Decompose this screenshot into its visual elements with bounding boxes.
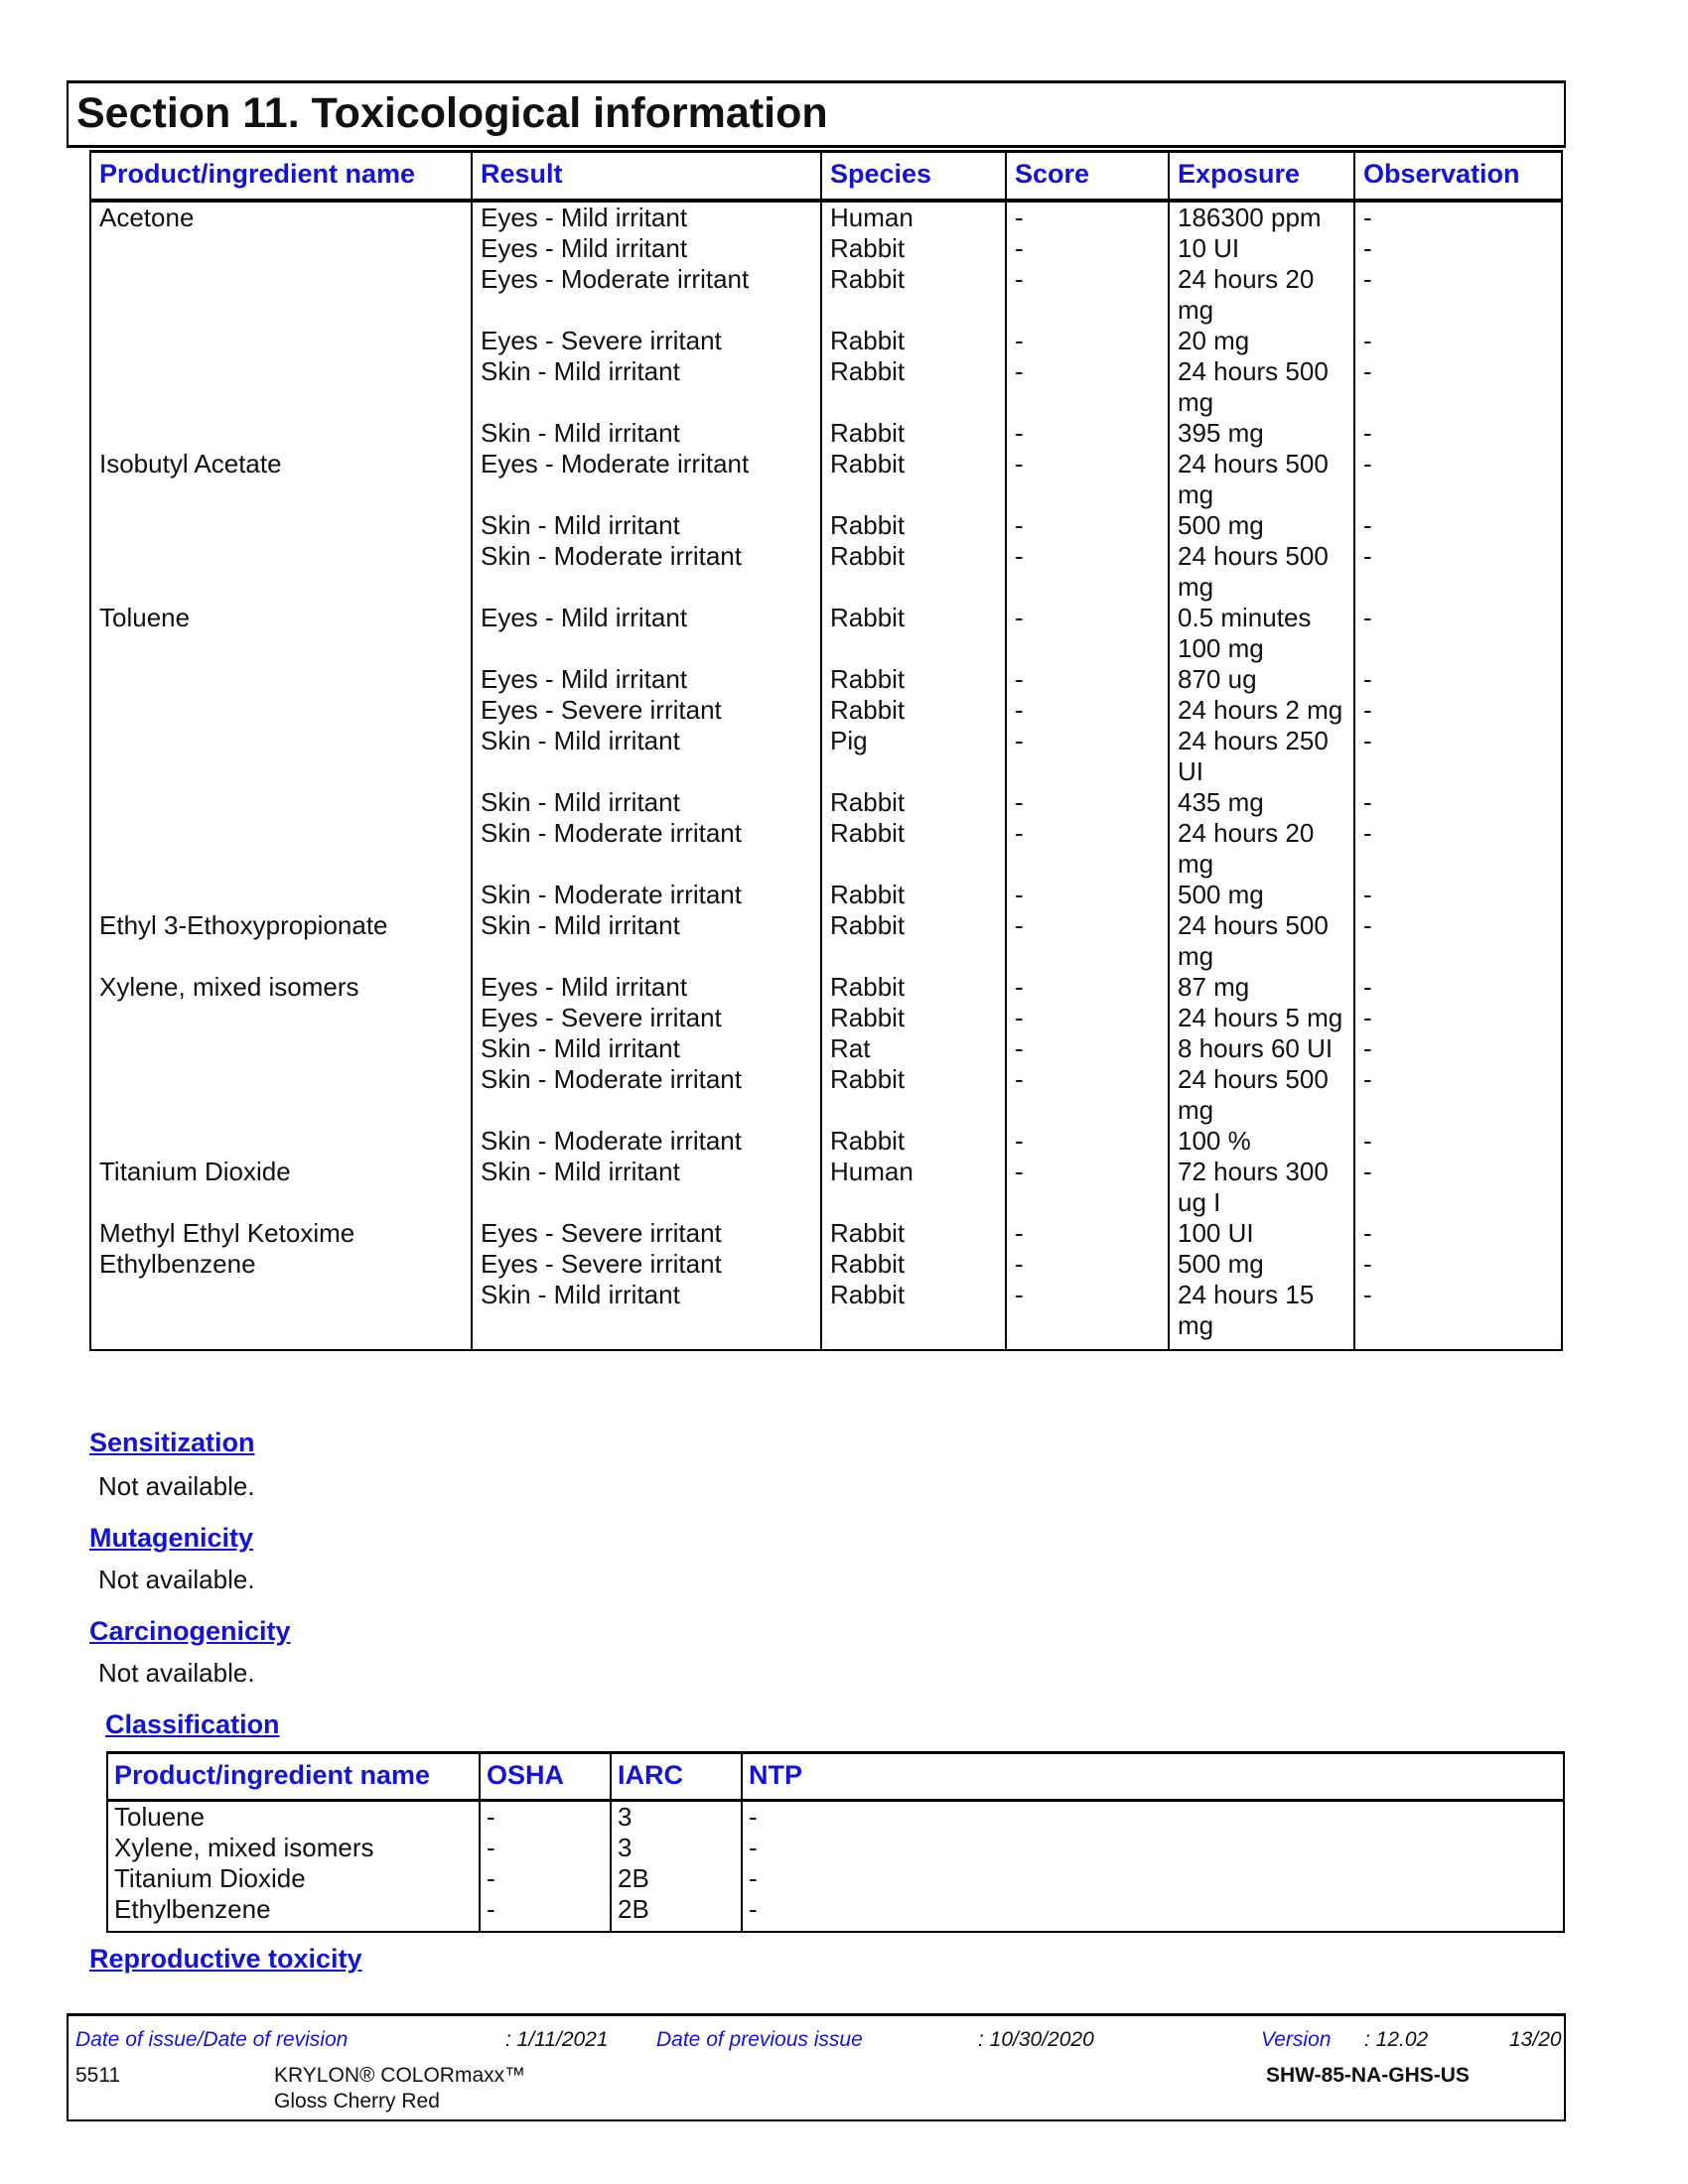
cell-result: Skin - Mild irritant xyxy=(471,726,820,787)
table-row xyxy=(108,1802,1563,1833)
cell-result: Skin - Moderate irritant xyxy=(471,818,820,880)
cell-observation: - xyxy=(1353,233,1561,264)
cell-exposure: 870 ug xyxy=(1168,664,1353,695)
cell-result: Skin - Moderate irritant xyxy=(471,541,820,603)
cell-name: Acetone xyxy=(99,203,195,232)
cell-species: Rabbit xyxy=(820,264,1005,326)
table-row xyxy=(91,695,1561,726)
cell-species: Rabbit xyxy=(820,1126,1005,1157)
product-code: 5511 xyxy=(75,2064,121,2087)
mutagenicity-text: Not available. xyxy=(98,1565,255,1594)
cell-score: - xyxy=(1005,264,1168,326)
cell-species: Rabbit xyxy=(820,664,1005,695)
cell-osha: - xyxy=(479,1894,610,1931)
cell-result: Eyes - Severe irritant xyxy=(471,1218,820,1249)
table-row xyxy=(91,1003,1561,1033)
cell-observation: - xyxy=(1353,1126,1561,1157)
column-header: OSHA xyxy=(479,1754,610,1799)
cell-iarc: 2B xyxy=(610,1863,741,1894)
table-row xyxy=(91,726,1561,787)
cell-score: - xyxy=(1005,1126,1168,1157)
cell-score: - xyxy=(1005,603,1168,664)
cell-species: Rabbit xyxy=(820,910,1005,972)
cell-name: Methyl Ethyl Ketoxime xyxy=(99,1218,355,1248)
cell-result: Skin - Moderate irritant xyxy=(471,880,820,910)
table-row xyxy=(91,356,1561,418)
cell-exposure: 100 % xyxy=(1168,1126,1353,1157)
table-row xyxy=(108,1863,1563,1894)
cell-result: Skin - Mild irritant xyxy=(471,1157,820,1218)
cell-observation: - xyxy=(1353,664,1561,695)
table-row xyxy=(91,1033,1561,1064)
cell-observation: - xyxy=(1353,880,1561,910)
cell-result: Eyes - Moderate irritant xyxy=(471,264,820,326)
table-row xyxy=(91,787,1561,818)
product-name-line1: KRYLON® COLORmaxx™ xyxy=(274,2064,526,2087)
mutagenicity-heading[interactable]: Mutagenicity xyxy=(89,1523,254,1553)
column-header: Product/ingredient name xyxy=(114,1760,431,1790)
cell-exposure: 24 hours 5 mg xyxy=(1168,1003,1353,1033)
cell-exposure: 24 hours 250 UI xyxy=(1168,726,1353,787)
cell-name xyxy=(91,1003,471,1033)
cell-score: - xyxy=(1005,726,1168,787)
cell-iarc: 3 xyxy=(610,1833,741,1863)
cell-score: - xyxy=(1005,910,1168,972)
cell-species: Pig xyxy=(820,726,1005,787)
cell-score: - xyxy=(1005,1003,1168,1033)
table-row xyxy=(91,1064,1561,1126)
table-row xyxy=(91,1280,1561,1349)
cell-observation: - xyxy=(1353,972,1561,1003)
cell-name: Isobutyl Acetate xyxy=(99,449,282,478)
column-header: Species xyxy=(820,153,1005,199)
cell-name xyxy=(91,1033,471,1064)
cell-result: Skin - Moderate irritant xyxy=(471,1064,820,1126)
cell-score: - xyxy=(1005,203,1168,233)
cell-observation: - xyxy=(1353,541,1561,603)
cell-result: Skin - Moderate irritant xyxy=(471,1126,820,1157)
cell-result: Eyes - Severe irritant xyxy=(471,1003,820,1033)
table-row xyxy=(91,541,1561,603)
issue-date-label: Date of issue/Date of revision xyxy=(75,2028,349,2051)
cell-osha: - xyxy=(479,1802,610,1833)
cell-name xyxy=(91,664,471,695)
cell-result: Skin - Mild irritant xyxy=(471,1280,820,1349)
table-row xyxy=(91,326,1561,356)
cell-exposure: 24 hours 20 mg xyxy=(1168,818,1353,880)
cell-name: Ethylbenzene xyxy=(99,1249,256,1279)
cell-observation: - xyxy=(1353,787,1561,818)
column-header: NTP xyxy=(741,1754,1563,1799)
cell-exposure: 24 hours 500 mg xyxy=(1168,1064,1353,1126)
cell-exposure: 10 UI xyxy=(1168,233,1353,264)
cell-result: Eyes - Mild irritant xyxy=(471,972,820,1003)
table-row xyxy=(91,1126,1561,1157)
column-header: Exposure xyxy=(1168,153,1353,199)
cell-name: Ethyl 3-Ethoxypropionate xyxy=(99,910,388,940)
product-name-line2: Gloss Cherry Red xyxy=(274,2090,440,2113)
cell-score: - xyxy=(1005,1249,1168,1280)
cell-iarc: 2B xyxy=(610,1894,741,1931)
column-header: Observation xyxy=(1353,153,1561,199)
cell-result: Skin - Mild irritant xyxy=(471,510,820,541)
cell-exposure: 435 mg xyxy=(1168,787,1353,818)
table-row xyxy=(91,818,1561,880)
carcinogenicity-text: Not available. xyxy=(98,1658,255,1688)
classification-table xyxy=(106,1751,1565,1933)
table-row xyxy=(108,1894,1563,1931)
cell-observation: - xyxy=(1353,726,1561,787)
table-row xyxy=(91,910,1561,972)
carcinogenicity-heading[interactable]: Carcinogenicity xyxy=(89,1616,291,1646)
cell-exposure: 24 hours 20 mg xyxy=(1168,264,1353,326)
cell-species: Rabbit xyxy=(820,972,1005,1003)
column-header: Result xyxy=(471,153,820,199)
table-header xyxy=(108,1754,1563,1802)
table-row xyxy=(91,418,1561,449)
table-row xyxy=(91,1218,1561,1249)
cell-score: - xyxy=(1005,233,1168,264)
cell-name xyxy=(91,510,471,541)
cell-species: Rabbit xyxy=(820,1280,1005,1349)
cell-name xyxy=(91,880,471,910)
cell-exposure: 72 hours 300 ug I xyxy=(1168,1157,1353,1218)
cell-exposure: 186300 ppm xyxy=(1168,203,1353,233)
cell-name xyxy=(91,233,471,264)
footer xyxy=(67,2013,1566,2121)
table-row xyxy=(91,510,1561,541)
cell-observation: - xyxy=(1353,418,1561,449)
cell-exposure: 8 hours 60 UI xyxy=(1168,1033,1353,1064)
cell-score: - xyxy=(1005,510,1168,541)
table-row xyxy=(91,972,1561,1003)
cell-name xyxy=(91,1126,471,1157)
cell-observation: - xyxy=(1353,356,1561,418)
cell-result: Eyes - Severe irritant xyxy=(471,1249,820,1280)
cell-result: Eyes - Mild irritant xyxy=(471,603,820,664)
cell-species: Rabbit xyxy=(820,880,1005,910)
cell-iarc: 3 xyxy=(610,1802,741,1833)
column-header: IARC xyxy=(610,1754,741,1799)
cell-name xyxy=(91,787,471,818)
cell-observation: - xyxy=(1353,1280,1561,1349)
table-row xyxy=(108,1833,1563,1863)
table-row xyxy=(91,1157,1561,1218)
cell-exposure: 24 hours 500 mg xyxy=(1168,449,1353,510)
cell-score: - xyxy=(1005,787,1168,818)
cell-name: Xylene, mixed isomers xyxy=(114,1833,374,1862)
column-header: Score xyxy=(1005,153,1168,199)
cell-species: Rabbit xyxy=(820,603,1005,664)
cell-osha: - xyxy=(479,1833,610,1863)
column-header: Product/ingredient name xyxy=(99,159,416,189)
previous-issue-label: Date of previous issue xyxy=(656,2028,863,2051)
cell-result: Eyes - Mild irritant xyxy=(471,203,820,233)
cell-observation: - xyxy=(1353,449,1561,510)
cell-exposure: 20 mg xyxy=(1168,326,1353,356)
cell-species: Rat xyxy=(820,1033,1005,1064)
version-label: Version xyxy=(1261,2028,1332,2051)
cell-species: Rabbit xyxy=(820,1218,1005,1249)
cell-name: Xylene, mixed isomers xyxy=(99,972,359,1002)
cell-name xyxy=(91,356,471,418)
cell-observation: - xyxy=(1353,203,1561,233)
cell-species: Rabbit xyxy=(820,326,1005,356)
cell-observation: - xyxy=(1353,1218,1561,1249)
table-row xyxy=(91,203,1561,233)
cell-observation: - xyxy=(1353,1064,1561,1126)
cell-observation: - xyxy=(1353,910,1561,972)
cell-species: Rabbit xyxy=(820,695,1005,726)
cell-score: - xyxy=(1005,418,1168,449)
cell-exposure: 24 hours 500 mg xyxy=(1168,356,1353,418)
table-row xyxy=(91,233,1561,264)
irritation-table xyxy=(89,150,1563,1351)
cell-score: - xyxy=(1005,356,1168,418)
cell-species: Rabbit xyxy=(820,449,1005,510)
cell-observation: - xyxy=(1353,326,1561,356)
cell-score: - xyxy=(1005,326,1168,356)
cell-species: Rabbit xyxy=(820,356,1005,418)
cell-species: Rabbit xyxy=(820,418,1005,449)
cell-result: Skin - Mild irritant xyxy=(471,418,820,449)
cell-observation: - xyxy=(1353,1157,1561,1218)
cell-name: Titanium Dioxide xyxy=(99,1157,291,1186)
cell-exposure: 24 hours 2 mg xyxy=(1168,695,1353,726)
table-row xyxy=(91,449,1561,510)
cell-name xyxy=(91,326,471,356)
cell-species: Rabbit xyxy=(820,818,1005,880)
cell-exposure: 100 UI xyxy=(1168,1218,1353,1249)
cell-osha: - xyxy=(479,1863,610,1894)
cell-name xyxy=(91,418,471,449)
sensitization-text: Not available. xyxy=(98,1471,255,1501)
cell-species: Rabbit xyxy=(820,1249,1005,1280)
cell-ntp: - xyxy=(741,1894,1563,1931)
cell-name xyxy=(91,726,471,787)
cell-exposure: 500 mg xyxy=(1168,1249,1353,1280)
cell-result: Eyes - Severe irritant xyxy=(471,695,820,726)
cell-name: Titanium Dioxide xyxy=(114,1863,306,1893)
cell-name xyxy=(91,1064,471,1126)
section-title-box xyxy=(67,80,1566,148)
cell-exposure: 500 mg xyxy=(1168,510,1353,541)
table-row xyxy=(91,880,1561,910)
cell-species: Human xyxy=(820,1157,1005,1218)
issue-date-value: : 1/11/2021 xyxy=(505,2028,609,2051)
cell-score: - xyxy=(1005,1280,1168,1349)
cell-score: - xyxy=(1005,880,1168,910)
cell-score: - xyxy=(1005,1157,1168,1218)
table-body xyxy=(108,1802,1563,1931)
cell-result: Skin - Mild irritant xyxy=(471,356,820,418)
cell-observation: - xyxy=(1353,264,1561,326)
cell-exposure: 24 hours 500 mg xyxy=(1168,910,1353,972)
cell-exposure: 395 mg xyxy=(1168,418,1353,449)
cell-result: Skin - Mild irritant xyxy=(471,787,820,818)
cell-observation: - xyxy=(1353,1033,1561,1064)
cell-exposure: 24 hours 15 mg xyxy=(1168,1280,1353,1349)
cell-species: Rabbit xyxy=(820,541,1005,603)
reproductive-toxicity-heading[interactable]: Reproductive toxicity xyxy=(89,1944,362,1974)
previous-issue-value: : 10/30/2020 xyxy=(978,2028,1094,2051)
cell-ntp: - xyxy=(741,1863,1563,1894)
cell-score: - xyxy=(1005,664,1168,695)
cell-name xyxy=(91,818,471,880)
cell-species: Rabbit xyxy=(820,1064,1005,1126)
cell-result: Skin - Mild irritant xyxy=(471,910,820,972)
cell-result: Eyes - Moderate irritant xyxy=(471,449,820,510)
cell-score: - xyxy=(1005,972,1168,1003)
table-row xyxy=(91,664,1561,695)
sensitization-heading[interactable]: Sensitization xyxy=(89,1428,255,1457)
classification-heading[interactable]: Classification xyxy=(105,1709,280,1739)
table-row xyxy=(91,264,1561,326)
table-row xyxy=(91,1249,1561,1280)
cell-species: Rabbit xyxy=(820,1003,1005,1033)
cell-name xyxy=(91,264,471,326)
cell-result: Eyes - Severe irritant xyxy=(471,326,820,356)
cell-score: - xyxy=(1005,1033,1168,1064)
cell-name xyxy=(91,695,471,726)
document-id: SHW-85-NA-GHS-US xyxy=(1266,2064,1470,2087)
cell-species: Rabbit xyxy=(820,787,1005,818)
cell-score: - xyxy=(1005,695,1168,726)
cell-observation: - xyxy=(1353,1003,1561,1033)
cell-result: Eyes - Mild irritant xyxy=(471,664,820,695)
cell-name: Toluene xyxy=(114,1802,206,1832)
version-value: : 12.02 xyxy=(1364,2028,1429,2051)
cell-score: - xyxy=(1005,1064,1168,1126)
section-title: Section 11. Toxicological information xyxy=(76,89,828,137)
cell-species: Rabbit xyxy=(820,510,1005,541)
cell-observation: - xyxy=(1353,818,1561,880)
cell-ntp: - xyxy=(741,1802,1563,1833)
cell-species: Human xyxy=(820,203,1005,233)
cell-observation: - xyxy=(1353,1249,1561,1280)
cell-result: Eyes - Mild irritant xyxy=(471,233,820,264)
cell-result: Skin - Mild irritant xyxy=(471,1033,820,1064)
cell-score: - xyxy=(1005,818,1168,880)
cell-observation: - xyxy=(1353,695,1561,726)
cell-exposure: 500 mg xyxy=(1168,880,1353,910)
cell-score: - xyxy=(1005,541,1168,603)
cell-name xyxy=(91,1280,471,1349)
cell-score: - xyxy=(1005,1218,1168,1249)
cell-exposure: 0.5 minutes 100 mg xyxy=(1168,603,1353,664)
cell-ntp: - xyxy=(741,1833,1563,1863)
table-row xyxy=(91,603,1561,664)
cell-observation: - xyxy=(1353,603,1561,664)
cell-name: Ethylbenzene xyxy=(114,1894,271,1924)
cell-exposure: 24 hours 500 mg xyxy=(1168,541,1353,603)
cell-exposure: 87 mg xyxy=(1168,972,1353,1003)
table-body xyxy=(91,203,1561,1349)
page-number: 13/20 xyxy=(1509,2028,1562,2051)
table-header xyxy=(91,153,1561,203)
cell-observation: - xyxy=(1353,510,1561,541)
cell-name: Toluene xyxy=(99,603,191,632)
cell-name xyxy=(91,541,471,603)
cell-score: - xyxy=(1005,449,1168,510)
cell-species: Rabbit xyxy=(820,233,1005,264)
